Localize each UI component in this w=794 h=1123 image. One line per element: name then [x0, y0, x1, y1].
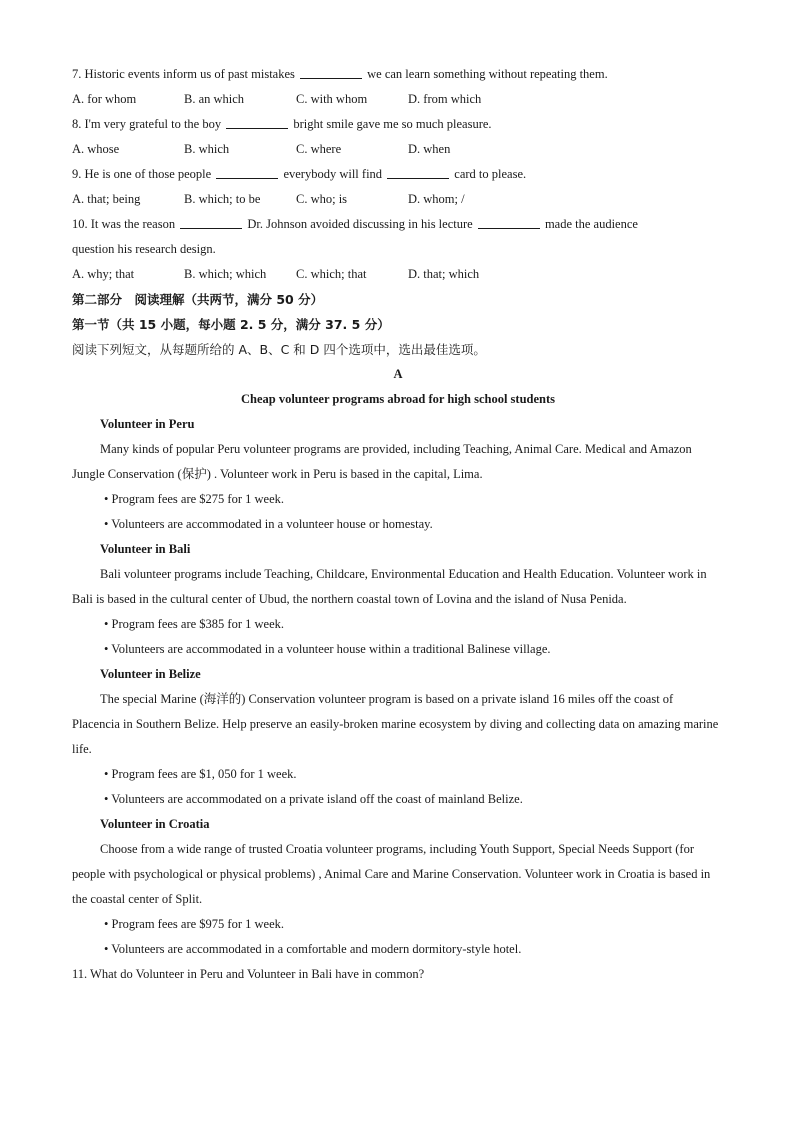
belize-heading: Volunteer in Belize: [100, 667, 201, 681]
option-a: A. that; being: [72, 192, 141, 206]
belize-accommodation: • Volunteers are accommodated on a private island off the coast of mainland Belize.: [104, 792, 523, 806]
bali-fee: • Program fees are $385 for 1 week.: [104, 617, 285, 631]
option-c: C. which; that: [296, 267, 367, 281]
peru-heading: Volunteer in Peru: [100, 417, 195, 431]
belize-paragraph: The special Marine (海洋的) Conservation volunteer program is based on a private island 16 miles off the coast of Placencia in Southern Belize. Help preserve an easily-broken marine ecosystem by diving and collecting data on amazing marine life.: [72, 692, 719, 756]
option-d: D. whom; /: [408, 192, 465, 206]
answer-blank: [216, 166, 278, 179]
answer-blank: [387, 166, 449, 179]
answer-blank: [300, 66, 362, 79]
option-a: A. why; that: [72, 267, 135, 281]
answer-blank: [478, 216, 540, 229]
option-c: C. where: [296, 142, 342, 156]
question-10-options: [72, 262, 724, 287]
question-9-options: [72, 187, 724, 212]
croatia-paragraph: Choose from a wide range of trusted Croatia volunteer programs, including Youth Support, Special Needs Support (for people with psychological or physical problems) , Animal Care and Marine Conservation. Volunteer work in Croatia is based in the coastal center of Split.: [72, 842, 711, 906]
bali-accommodation: • Volunteers are accommodated in a volunteer house within a traditional Balinese village.: [104, 642, 551, 656]
option-b: B. which; which: [184, 267, 267, 281]
option-d: D. from which: [408, 92, 482, 106]
bali-paragraph: Bali volunteer programs include Teaching, Childcare, Environmental Education and Health Education. Volunteer work in Bali is based in the cultural center of Ubud, the northern coastal town of Lovina and the island of Nusa Penida.: [72, 567, 707, 606]
option-c: C. who; is: [296, 192, 348, 206]
question-11-stem: 11. What do Volunteer in Peru and Volunteer in Bali have in common?: [72, 967, 425, 981]
peru-fee: • Program fees are $275 for 1 week.: [104, 492, 285, 506]
peru-paragraph: Many kinds of popular Peru volunteer programs are provided, including Teaching, Animal Care. Medical and Amazon Jungle Conservation (保护) . Volunteer work in Peru is based in the capital, Lima.: [72, 442, 692, 481]
section-1-heading: 第一节（共 15 小题，每小题 2. 5 分，满分 37. 5 分）: [72, 317, 390, 332]
croatia-accommodation: • Volunteers are accommodated in a comfortable and modern dormitory-style hotel.: [104, 942, 522, 956]
option-a: A. for whom: [72, 92, 137, 106]
question-7-options: [72, 87, 724, 112]
exam-page: [72, 62, 724, 987]
option-b: B. which: [184, 142, 230, 156]
passage-letter: A: [393, 367, 403, 381]
answer-blank: [226, 116, 288, 129]
option-d: D. that; which: [408, 267, 480, 281]
peru-accommodation: • Volunteers are accommodated in a volunteer house or homestay.: [104, 517, 433, 531]
question-8-stem: 8. I'm very grateful to the boy bright smile gave me so much pleasure.: [72, 117, 492, 131]
option-c: C. with whom: [296, 92, 368, 106]
question-10-stem: 10. It was the reason Dr. Johnson avoided discussing in his lecture made the audience: [72, 217, 638, 231]
question-8-options: [72, 137, 724, 162]
question-7-stem: 7. Historic events inform us of past mistakes we can learn something without repeating them.: [72, 67, 608, 81]
croatia-heading: Volunteer in Croatia: [100, 817, 210, 831]
answer-blank: [180, 216, 242, 229]
reading-instruction: 阅读下列短文，从每题所给的 A、B、C 和 D 四个选项中，选出最佳选项。: [72, 342, 486, 357]
option-a: A. whose: [72, 142, 120, 156]
question-9-stem: 9. He is one of those people everybody will find card to please.: [72, 167, 527, 181]
bali-heading: Volunteer in Bali: [100, 542, 191, 556]
croatia-fee: • Program fees are $975 for 1 week.: [104, 917, 285, 931]
belize-fee: • Program fees are $1, 050 for 1 week.: [104, 767, 297, 781]
question-10-stem-continued: question his research design.: [72, 242, 216, 256]
part-2-heading: 第二部分 阅读理解（共两节，满分 50 分）: [72, 292, 324, 307]
option-b: B. which; to be: [184, 192, 261, 206]
passage-title: Cheap volunteer programs abroad for high school students: [240, 392, 556, 406]
option-b: B. an which: [184, 92, 245, 106]
option-d: D. when: [408, 142, 451, 156]
